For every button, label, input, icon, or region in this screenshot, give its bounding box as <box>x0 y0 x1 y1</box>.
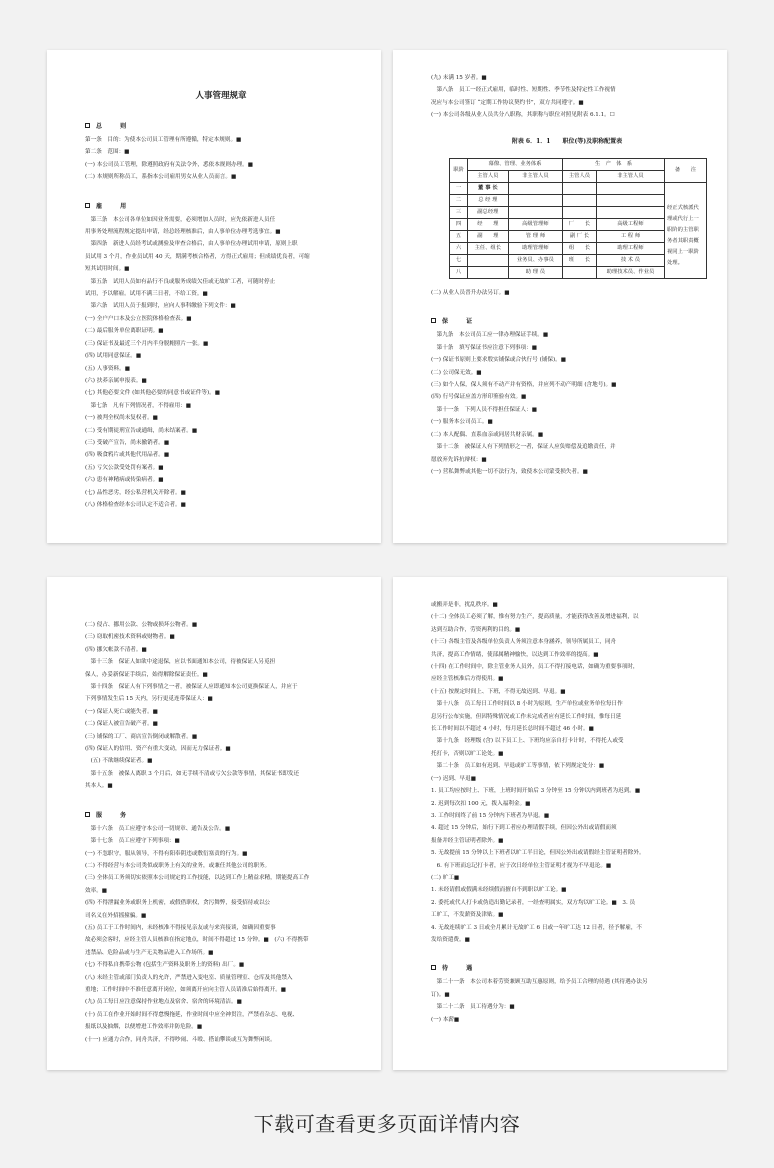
text-line: (七) 不得私自携带公物 (包括生产资料及职务上的资料) 出厂。■ <box>85 962 245 969</box>
text-line: 重地；工作时间中不准任意离开岗位，如须离开应向主管人员请准后始得离开。■ <box>85 986 287 993</box>
text-line: (十一) 应通力合作，同舟共济，不得吵闹、斗殴、搭讪攀谈或互为舞弊闲谈。 <box>85 1036 276 1043</box>
table-cell: 组 长 <box>563 243 597 255</box>
text-line: (四) 不得泄漏业务或职务上机密，或假借职权，贪污舞弊，接受招待或以公 <box>85 900 271 907</box>
table-cell <box>508 183 562 195</box>
text-line: 第十二条 被保证人有下列情形之一者，保证人应负赔偿及追缴责任，并 <box>431 444 616 451</box>
page-1-content <box>85 90 357 525</box>
text-line: (三) 窃取机密技术资料或财物者。■ <box>85 634 175 641</box>
checkbox-square-icon <box>85 812 90 817</box>
text-line: (三) 如个人保，保人须有不动产并有资格，并应列不动产明细 (含地号)。■ <box>431 382 617 389</box>
text-line: (十五) 按规定时间上、下班，不得无故迟到、早退。■ <box>431 688 566 695</box>
table-cell: 助 理 员 <box>508 267 562 279</box>
text-line: 用事务处理流程规定提出申请，经总经理核准后，由人事单位办理考选事宜。■ <box>85 229 281 236</box>
text-line: 第十五条 被保人离职 3 个月后，如无手续不清或亏欠公款等事情，其保证书即发还 <box>85 770 300 777</box>
page-2-blocks-top <box>431 72 703 122</box>
table-header-cell: 非主管人员 <box>596 171 664 183</box>
table-cell: 二 <box>450 195 468 207</box>
text-line: 保人，办妥新保证手续后，始得解除保证责任。■ <box>85 671 208 678</box>
section-heading-text: 保 证 <box>442 318 481 326</box>
table-cell <box>596 183 664 195</box>
text-line: (十) 员工在作业开始时间不得怠慢拖延，作业时间中应全神贯注，严禁看杂志、电视、 <box>85 1011 299 1018</box>
document-page-2 <box>393 50 727 543</box>
text-line: (一) 本薪■ <box>431 1016 460 1023</box>
section-heading <box>85 120 357 134</box>
text-line: 长工作时间以不超过 4 小时，每月延长总时间不超过 46 小时。■ <box>431 726 594 733</box>
text-line: (八) 体格检查经本公司认定不适合者。■ <box>85 501 186 508</box>
section-heading <box>431 962 703 976</box>
text-line: (二) 受有期徒刑宣告或通缉，尚未结案者。■ <box>85 427 198 434</box>
text-line: (十二) 全体员工必须了解，惟有努力生产，提高质量，才能获得改善及增进福利，以 <box>431 614 639 621</box>
table-header-cell: 职阶 <box>450 159 468 183</box>
table-header-row-1 <box>450 159 707 171</box>
checkbox-square-icon <box>431 318 436 323</box>
text-line: 员试用 3 个月，作业员试用 40 天，期满考核合格者，方得正式雇用；但成绩优良者，可缩 <box>85 253 310 260</box>
table-cell: 业务员、办事员 <box>508 255 562 267</box>
text-line: 第三条 本公司各单位如因业务需要，必须增加人员时，应先依新进人员任 <box>85 216 276 223</box>
section-heading-text: 雇 用 <box>96 202 135 210</box>
text-line: (五) 员工于工作时间内，未经核准不得接见亲友或与来宾接谈，如确因重要事 <box>85 924 276 931</box>
text-line: 第十四条 保证人有下列事情之一者，被保证人应即通知本公司更换保证人，并应于 <box>85 684 298 691</box>
table-cell: 助理技术员、作业员 <box>596 267 664 279</box>
text-line: 报纸以及抽烟，以便增进工作效率并防危险。■ <box>85 1024 203 1031</box>
text-line: (九) 员工每日应注意保持作业地点及宿舍、宿舍的环境清洁。■ <box>85 999 242 1006</box>
text-line: (一) 被判全权尚未复权者。■ <box>85 415 158 422</box>
text-line: 下列事情发生后 15 天内，另行更觅连带保证人：■ <box>85 696 213 703</box>
text-line: (四) 试用同意保证。■ <box>85 353 142 360</box>
text-line: 4. 无故连续旷工 3 日或全月累计无故旷工 6 日或一年旷工达 12 日者，径予解雇，不 <box>431 924 643 931</box>
text-line: (一) 保证人死亡或能失者。■ <box>85 708 158 715</box>
text-line: (四) 行号保证应盖方形印鉴验有效。■ <box>431 394 527 401</box>
text-line: 愿放弃先诉抗辩权：■ <box>431 456 487 463</box>
text-line: (二) 本人配偶、直系血亲或同居共财亲属。■ <box>431 431 544 438</box>
text-line: (六) 患有神精病或传染病者。■ <box>85 477 164 484</box>
table-cell: 四 <box>450 219 468 231</box>
checkbox-square-icon <box>85 123 90 128</box>
text-line: (二) 保证人被宣告破产者。■ <box>85 721 158 728</box>
text-line: (一) 不忽职守，服从领导，不得有阳奉阴违或敷衍塞责的行为。■ <box>85 850 248 857</box>
text-line: (一) 迟到、早退■ <box>431 775 476 782</box>
text-line: 故必须会客时，应经主管人员核准在指定地点，时间不得超过 15 分钟。■ (六) 不得携带 <box>85 937 309 944</box>
table-cell: 高级管理师 <box>508 219 562 231</box>
text-line: (五) 人事资料。■ <box>85 365 130 372</box>
text-line: (三) 受破产宣告，尚未撤销者。■ <box>85 439 170 446</box>
text-line: 应经主管核准后方得使用。■ <box>431 676 504 683</box>
text-line: (十三) 各级主管及各级单位负责人务须注意本身涵养，领导所属员工，同舟 <box>431 639 617 646</box>
text-line: 第十八条 员工每日工作时间以 8 小时为原则，生产单位或业务单位每日作 <box>431 701 623 708</box>
table-cell: 八 <box>450 267 468 279</box>
text-line: (一) 保证书原则上要求殷实铺保或合伙行号 (铺保)。■ <box>431 357 567 364</box>
section-heading-text: 服 务 <box>96 811 135 819</box>
table-cell <box>508 207 562 219</box>
text-line: 6. 有下班而忘记打卡者，应于次日经单位主管证明才视为不早退论。■ <box>431 862 612 869</box>
table-cell: 一 <box>450 183 468 195</box>
text-line: 试用，予以解雇。试用不满三日者，不给工资。■ <box>85 291 208 298</box>
table-cell <box>508 195 562 207</box>
text-line: 第十条 填写保证书应注意下列事项：■ <box>431 344 537 351</box>
table-body <box>450 183 707 279</box>
download-caption: 下载可查看更多页面详情内容 <box>253 1112 521 1136</box>
text-line: 报备并经主管证明者除外。■ <box>431 837 504 844</box>
text-line: 订)。■ <box>431 991 450 998</box>
table-cell: 助理工程师 <box>596 243 664 255</box>
text-line: (四) 挪欠帐款不清者。■ <box>85 646 147 653</box>
text-line: (六) 扶养亲属申报表。■ <box>85 377 147 384</box>
document-page-1 <box>47 50 381 543</box>
text-line: (二) 公司保无效。■ <box>431 369 482 376</box>
text-line: 共济，提高工作情绪，使部属精神愉快，以达到工作效率的提高。■ <box>431 651 599 658</box>
text-line: 第十七条 员工应遵守下列事项：■ <box>85 838 180 845</box>
table-cell <box>468 255 509 267</box>
text-line: 第二十一条 本公司本着劳资兼顾互助互惠原则，给予员工合理的待遇 (其待遇办法另 <box>431 979 648 986</box>
table-header-cell: 生 产 体 系 <box>563 159 665 171</box>
text-line: (三) 保证书及最近三个月内半身脱帽照片一张。■ <box>85 340 209 347</box>
text-line: 第十三条 保证人如欲中途退保，应以书面通知本公司，待被保证人另觅担 <box>85 659 276 666</box>
table-cell: 高级工程师 <box>596 219 664 231</box>
table-cell: 六 <box>450 243 468 255</box>
text-line: 2. 迟到每次扣 100 元，拨入福利金。■ <box>431 800 531 807</box>
table-cell <box>563 183 597 195</box>
text-line: 达到互助合作，劳资两利的目的。■ <box>431 626 521 633</box>
spacer <box>85 793 357 801</box>
table-header-cell: 备 注 <box>665 159 707 183</box>
text-line: (一) 服务本公司员工。■ <box>431 419 493 426</box>
text-line: 其本人。■ <box>85 783 113 790</box>
text-line: (二) 不得经营与本公司类似或职务上有关的业务，或兼任其他公司的职务。 <box>85 862 271 869</box>
table-cell: 工 程 师 <box>596 231 664 243</box>
text-line: (二) 从业人员晋升办法另订。■ <box>431 290 510 297</box>
text-line: 1. 员工均应按时上、下班，上班时间开始后 3 分钟至 15 分钟以内到班者为迟到。■ <box>431 788 641 795</box>
table-cell: 总 经 理 <box>468 195 509 207</box>
table-cell <box>596 207 664 219</box>
table-title: 附表 6．1．1 职位(等)及职称配置表 <box>511 137 623 145</box>
table-cell <box>563 195 597 207</box>
table-cell: 经 理 <box>468 219 509 231</box>
table-row <box>450 183 707 195</box>
text-line: 第六条 试用人员于报到时，应向人事科缴验下列文件：■ <box>85 303 236 310</box>
page-3-content <box>85 619 357 1052</box>
text-line: (五) 亏欠公款受处罚有案者。■ <box>85 464 164 471</box>
table-cell: 董 事 长 <box>468 183 509 195</box>
table-cell <box>563 207 597 219</box>
page-1-blocks <box>85 120 357 511</box>
text-line: 4. 超过 15 分钟后，始行下到工者应办理请假手续，但因公外出或请假而须 <box>431 825 617 832</box>
text-line: (七) 其他必要文件 (如其他必要的同意书或证件等)。■ <box>85 390 221 397</box>
text-line: (三) 铺保的工厂、商店宣告倒闭或解散者。■ <box>85 733 198 740</box>
text-line: 况应与本公司签订 “定期工作协议契约书”，双方共同遵守。■ <box>431 99 584 106</box>
text-line: (一) 本公司员工管理，除遵照政府有关法令外，悉依本规则办理。■ <box>85 161 254 168</box>
text-line: 司名义在外招摇撞骗。■ <box>85 912 147 919</box>
text-line: 1. 未经请假或假满未经续假而擅自不到职以旷工论。■ <box>431 887 567 894</box>
text-line: 第四条 新进人员经考试或测验及审查合格后，由人事单位办理试用申请，原则上职 <box>85 241 298 248</box>
table-cell: 主任、组长 <box>468 243 509 255</box>
text-line: 5. 无故提前 15 分钟以上下班者以旷工半日论，但因公外出或请假经主管证明者除外。 <box>431 850 645 857</box>
table-cell: 副 厂 长 <box>563 231 597 243</box>
table-cell: 副 理 <box>468 231 509 243</box>
document-page-4 <box>393 577 727 1070</box>
table-cell: 五 <box>450 231 468 243</box>
table-header-cell: 非主管人员 <box>508 171 562 183</box>
page-4-content <box>431 599 703 1052</box>
table-cell: 厂 长 <box>563 219 597 231</box>
text-line: 托打卡，否则以旷工论处。■ <box>431 750 504 757</box>
text-line: 第一条 目的：为使本公司员工管理有所遵循，特定本规则。■ <box>85 137 242 143</box>
text-line: 第十一条 下列人员不得担任保证人：■ <box>431 406 537 413</box>
text-line: 2. 委托或代人打卡或伪造出勤记录者，一经查明属实，双方均以旷工论。■ 3. 员 <box>431 899 636 906</box>
text-line: (七) 品性恶劣，经公私营机关开除者。■ <box>85 489 186 496</box>
text-line: (十四) 在工作时间中，除主管业务人员外，员工不得打接电话，如确为重要事项时， <box>431 664 639 671</box>
text-line: (五) 不欲继续保证者。■ <box>85 758 153 765</box>
text-line: 第二十条 员工如有迟到、早退或旷工等事情，依下列规定处分：■ <box>431 763 605 770</box>
text-line: (八) 未经主管或部门负责人的允许，严禁进入变电室、质量管理室、仓库及其他禁入 <box>85 974 293 981</box>
text-line: 3. 工作时间终了前 15 分钟内下班者为早退。■ <box>431 812 550 819</box>
table-cell: 三 <box>450 207 468 219</box>
table-cell <box>468 267 509 279</box>
text-line: (四) 吸食鸦片或其他代用品者。■ <box>85 452 170 459</box>
text-line: 第二条 范围：■ <box>85 149 130 156</box>
section-heading <box>431 315 703 329</box>
text-line: 第十九条 经理级 (含) 以下员工上、下班均应亲自打卡计时，不得托人或受 <box>431 738 624 745</box>
table-cell: 助理管理师 <box>508 243 562 255</box>
table-cell: 副总经理 <box>468 207 509 219</box>
table-cell <box>596 195 664 207</box>
spacer <box>85 184 357 192</box>
table-cell: 技 术 员 <box>596 255 664 267</box>
text-line: (三) 全体员工务须切实依照本公司规定的工作技能，以达到工作上精益求精，期能提高工作 <box>85 875 310 882</box>
text-line: (二) 侵占、挪用公款、公物或损坏公物者。■ <box>85 622 198 628</box>
table-notes-cell: 经正式核派代理或代行上一职阶的主管职务者其职责概视同上一职阶处理。 <box>665 183 707 279</box>
text-line: 短其试用时间。■ <box>85 266 130 273</box>
table-cell <box>563 267 597 279</box>
spacer <box>431 299 703 307</box>
table-header-cell: 主管人员 <box>563 171 597 183</box>
text-line: 效率。■ <box>85 887 108 894</box>
table-cell: 管 理 师 <box>508 231 562 243</box>
text-line: (一) 本公司各级从业人员共分八职称，其职称与职位对照见附表 6.1.1。☐ <box>431 112 615 119</box>
page-3-blocks <box>85 619 357 1046</box>
table-cell: 班 长 <box>563 255 597 267</box>
text-line: 第十六条 员工应遵守本公司一切规章、通告及公告。■ <box>85 825 231 832</box>
checkbox-square-icon <box>85 203 90 208</box>
text-line: 息另行公布实施，但因特殊情况或工作未完成者应有延长工作时间，惟每日延 <box>431 713 622 720</box>
text-line: (二) 旷工■ <box>431 874 460 881</box>
text-line: (四) 保证人的信用、资产有重大变动，因而无力保证者。■ <box>85 746 231 753</box>
table-cell: 七 <box>450 255 468 267</box>
section-heading-text: 总 则 <box>96 123 135 130</box>
text-line: 违禁品、危险品或与生产无关物品进入工作场所。■ <box>85 949 214 956</box>
text-line: (二) 最后服务单位离职证明。■ <box>85 328 164 335</box>
page-2-blocks-bottom <box>431 287 703 478</box>
rank-title-table <box>449 158 707 279</box>
spacer <box>431 946 703 954</box>
text-line: (一) 全户户口本及公立医院体格检查表。■ <box>85 315 192 322</box>
text-line: 第九条 本公司员工应一律办理保证手续。■ <box>431 332 549 339</box>
text-line: 第七条 凡有下列情况者，不得雇用：■ <box>85 402 191 409</box>
text-line: 发给资遣费。■ <box>431 936 470 943</box>
section-heading <box>85 809 357 823</box>
page-2-content <box>431 72 703 525</box>
text-line: (二) 本规则所称员工，系指本公司雇用男女从业人员而言。■ <box>85 174 237 181</box>
text-line: 工旷工，不发薪资及津贴。■ <box>431 912 504 919</box>
text-line: 第五条 试用人员如有品行不良或服务成绩欠佳或无故旷工者，可随时停止 <box>85 278 276 285</box>
text-line: 第八条 员工一经正式雇用，临时性、短期性、季节性及特定性工作视情 <box>431 87 616 94</box>
table-header-cell: 主管人员 <box>468 171 509 183</box>
text-line: (一) 营私舞弊或其他一切不法行为，致使本公司蒙受损失者。■ <box>431 468 588 475</box>
checkbox-square-icon <box>431 965 436 970</box>
document-page-3 <box>47 577 381 1070</box>
page-4-blocks <box>431 599 703 1026</box>
section-heading <box>85 200 357 214</box>
table-header-cell: 幕僚、管理、业务体系 <box>468 159 563 171</box>
text-line: (九) 未满 15 岁者。■ <box>431 75 487 81</box>
text-line: 或搬弄是非，扰乱秩序。■ <box>431 602 498 608</box>
section-heading-text: 待 遇 <box>442 965 481 973</box>
text-line: 第二十二条 员工待遇分为：■ <box>431 1004 515 1011</box>
document-title: 人事管理规章 <box>195 91 247 101</box>
